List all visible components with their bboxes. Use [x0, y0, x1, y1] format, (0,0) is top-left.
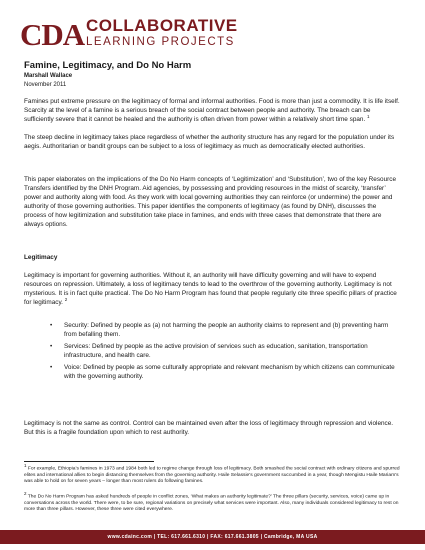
paragraph-legitimacy [24, 272, 400, 308]
paragraph-intro-text: Famines put extreme pressure on the legitimacy of formal and informal authorities. Food is more than just a commodity. It is life itself. Scarcity at the level of a famine is a serious breach of the social contract between people and authority. The breach can be sufficiently severe that it cannot be healed and the authority is often driven from power within a relatively short time span. [24, 98, 400, 123]
footnote-2 [24, 491, 400, 514]
letterhead [20, 16, 410, 56]
footnote-text: For example, Ethiopia’s famines in 1973 and 1984 both led to regime change through loss of legitimacy. Both smashed the social contract with ordinary citizens and spurred elites and international allies to begin distancing themselves from the governing authority. Haile Selassie’s government succumbed in a year, though Mengistu Haile Mariam’s was able to hold on for seven years – longer than most rulers do following famines. [24, 466, 400, 485]
cda-logo-mark: CDA [20, 17, 85, 52]
footnote-number: 1 [24, 463, 27, 468]
footnote-number: 2 [24, 491, 27, 496]
paragraph-overview: This paper elaborates on the implications of the Do No Harm concepts of ‘Legitimization’ and ‘Substitution’, two of the key Resource Transfers identified by the DNH Program. Aid agencies, by possessing and providing resources in the midst of scarcity, ‘transfer’ power and authority along with food. As they work with local governing authorities they can reinforce (or undermine) the power and authority of those governing authorities. This paper identifies the components of legitimacy (as found by DNH), discusses the process of how legitimization and substitution take place in famines, and ends with three cases that demonstrate that there are always options. [24, 176, 397, 228]
footnote-ref-2[interactable]: 2 [64, 296, 68, 302]
list-item [50, 322, 400, 340]
footnote-ref-1[interactable]: 1 [367, 113, 370, 119]
footnote-1 [24, 463, 400, 486]
publication-date: November 2011 [24, 82, 67, 88]
pillar-voice: Voice: Defined by people as some culturally appropriate and relevant mechanism by which citizens can communicate with the governing authority. [64, 363, 395, 380]
list-item [50, 343, 400, 361]
document-title: Famine, Legitimacy, and Do No Harm [24, 60, 192, 71]
contact-footer: www.cdainc.com | TEL: 617.661.6310 | FAX: 617.661.3805 | Cambridge, MA USA [0, 530, 425, 544]
bullet-glyph: • [50, 363, 53, 371]
footnote-divider [24, 461, 154, 462]
paragraph-control: Legitimacy is not the same as control. Control can be maintained even after the loss of legitimacy through repression and violence. But this is a fragile foundation upon which to rest authority. [24, 420, 394, 436]
author-name: Marshall Wallace [24, 73, 73, 79]
org-name-line2: LEARNING PROJECTS [86, 36, 235, 48]
bullet-glyph: • [50, 322, 53, 329]
footnote-text: The Do No Harm Program has asked hundreds of people in conflict zones, ‘What makes an authority legitimate?’ The three pillars (security, services, voice) came up in conversations across the world. There were, to be sure, regional variations on precisely what services were important. Also, many individuals considered legitimacy to rest on more than three pillars. However, these three were cited everywhere. [24, 494, 399, 513]
heading-legitimacy: Legitimacy [24, 254, 58, 261]
paragraph-decline: The steep decline in legitimacy takes place regardless of whether the authority structure has any regard for the population under its aegis. Authoritarian or bandit groups can be subject to a loss of legitimacy as much as democratically elected authorities. [24, 133, 395, 150]
org-name [86, 18, 238, 50]
paragraph-legitimacy-text: Legitimacy is important for governing authorities. Without it, an authority will have difficulty governing and will have to expend resources on repression. Ultimately, a loss of legitimacy tends to lead to the overthrow of the governing authority. Legitimacy is not mysterious. It is in fact quite practical. The Do No Harm Program has found that people regularly cite three specific pillars of practice for legitimacy. [24, 272, 397, 306]
bullet-glyph: • [50, 342, 53, 350]
paragraph-intro [24, 98, 400, 125]
pillars-list [50, 322, 400, 384]
pillar-services: Services: Defined by people as the active provision of services such as education, sanitation, transportation infrastructure, and health care. [64, 342, 368, 359]
pillar-security: Security: Defined by people as (a) not harming the people an authority claims to represent and (b) preventing harm from befalling them. [64, 322, 389, 338]
list-item [50, 364, 400, 382]
org-name-line1: COLLABORATIVE [86, 16, 238, 35]
